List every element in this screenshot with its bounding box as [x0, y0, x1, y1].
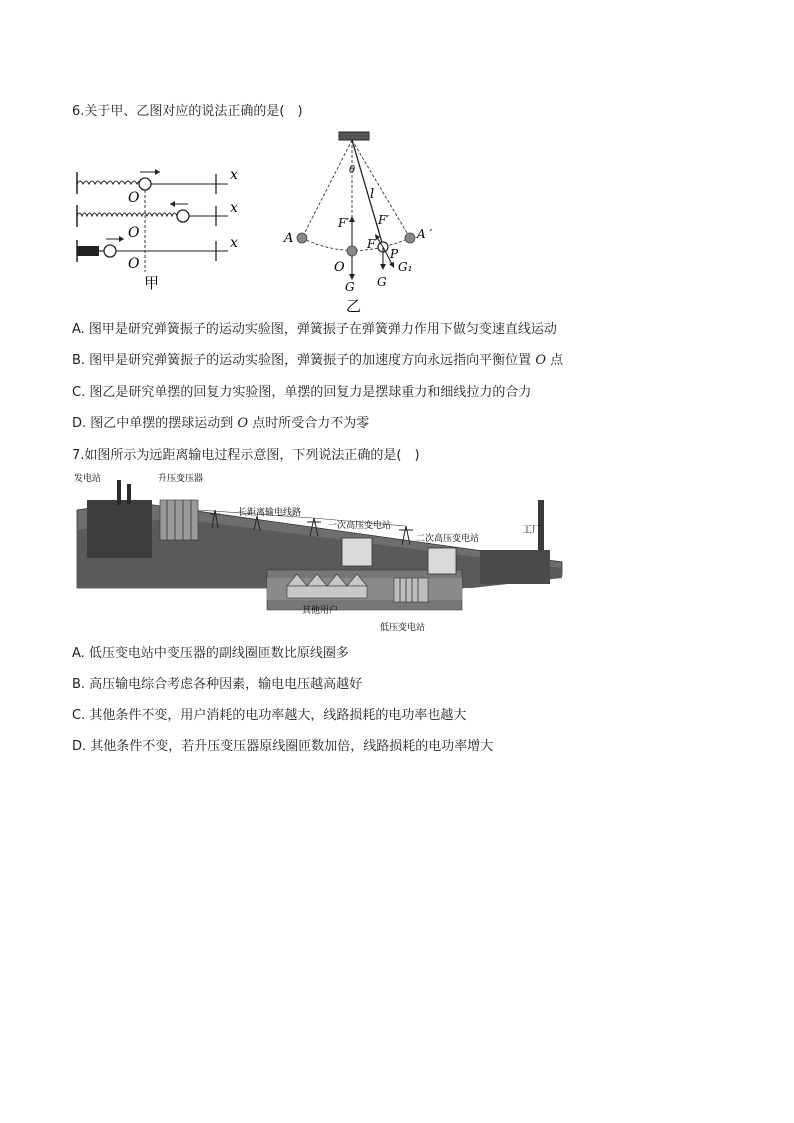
label-first-hv-substation: 一次高压变电站	[328, 521, 392, 531]
q6-option-a: A. 图甲是研究弹簧振子的运动实验图，弹簧振子在弹簧弹力作用下做匀变速直线运动	[72, 322, 557, 337]
q6-option-b-text: B. 图甲是研究弹簧振子的运动实验图，弹簧振子的加速度方向永远指向平衡位置	[72, 353, 536, 368]
q7-option-b: B. 高压输电综合考虑各种因素，输电电压越高越好	[72, 677, 363, 692]
q6-option-d-text: D. 图乙中单摆的摆球运动到	[72, 416, 238, 431]
spring-row-2	[77, 201, 228, 227]
q6-option-c: C. 图乙是研究单摆的回复力实验图，单摆的回复力是摆球重力和细线拉力的合力	[72, 385, 532, 400]
label-g-o: G	[345, 280, 355, 294]
q6-stem: 6.关于甲、乙图对应的说法正确的是( )	[72, 104, 303, 119]
figure-yi-caption: 乙	[346, 297, 362, 315]
q6-option-d-tail: 点时所受合力不为零	[248, 416, 370, 431]
point-label-o-1: O	[128, 190, 140, 206]
label-o: O	[334, 260, 345, 275]
label-theta: θ	[349, 165, 356, 176]
q7-option-a: A. 低压变电站中变压器的副线圈匝数比原线圈多	[72, 646, 349, 661]
spring-row-1	[77, 169, 228, 272]
label-g1: G₁	[398, 260, 413, 274]
label-step-up-transformer: 升压变压器	[158, 474, 204, 484]
label-second-hv-substation: 二次高压变电站	[416, 534, 480, 544]
label-p: P	[390, 247, 399, 261]
q7-stem: 7.如图所示为远距离输电过程示意图，下列说法正确的是( )	[72, 448, 420, 463]
q6-option-d-var: O	[237, 416, 249, 431]
label-l: l	[370, 187, 375, 202]
label-long-line: 长距离输电线路	[238, 508, 302, 518]
q6-option-d	[72, 415, 369, 433]
axis-label-x-2: x	[230, 200, 238, 216]
figure-jia-spring-oscillator	[70, 160, 250, 295]
q7-option-d: D. 其他条件不变，若升压变压器原线圈匝数加倍，线路损耗的电功率增大	[72, 739, 494, 754]
label-a: A	[284, 231, 294, 246]
label-g-p: G	[377, 275, 387, 289]
axis-label-x-1: x	[230, 167, 238, 183]
spring-row-3	[77, 236, 228, 262]
point-label-o-3: O	[128, 256, 140, 272]
q6-option-b-var: O	[535, 353, 546, 368]
figure-jia-caption: 甲	[144, 274, 160, 292]
axis-label-x-3: x	[230, 235, 238, 251]
label-low-voltage-substation: 低压变电站	[380, 623, 426, 633]
label-power-station: 发电站	[74, 474, 102, 484]
label-f-prime-o: F′	[338, 216, 350, 230]
q6-option-b-tail: 点	[546, 353, 564, 368]
label-f: F	[367, 237, 376, 251]
point-label-o-2: O	[128, 225, 140, 241]
q6-option-b	[72, 352, 563, 370]
label-other-users: 其他用户	[302, 606, 339, 616]
q7-option-c: C. 其他条件不变，用户消耗的电功率越大，线路损耗的电功率也越大	[72, 708, 467, 723]
figure-yi-pendulum	[280, 128, 440, 318]
label-factory: 工厂	[522, 525, 542, 536]
figure-power-transmission	[72, 470, 572, 635]
label-f-prime-p: F′	[378, 213, 390, 227]
label-a-prime: A ′	[417, 227, 433, 241]
